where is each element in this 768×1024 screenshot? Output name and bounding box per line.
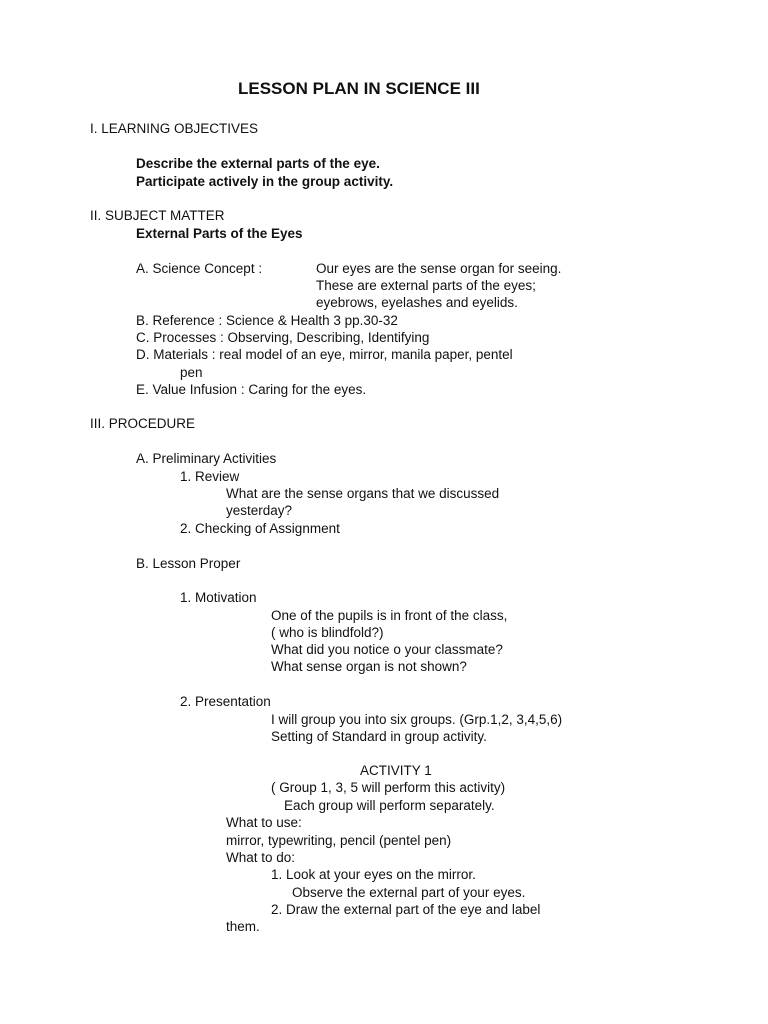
review-question: What are the sense organs that we discussed	[226, 486, 500, 501]
what-to-do-label: What to do:	[226, 850, 296, 865]
materials-line-cont: pen	[180, 365, 203, 380]
review-item: 1. Review	[180, 469, 240, 484]
step-item-cont: Observe the external part of your eyes.	[292, 885, 526, 900]
presentation-line: I will group you into six groups. (Grp.1,2, 3,4,5,6)	[271, 712, 563, 727]
objective-item: Describe the external parts of the eye.	[136, 156, 380, 171]
motivation-line: What sense organ is not shown?	[271, 659, 467, 674]
objective-item: Participate actively in the group activity.	[136, 174, 394, 189]
motivation-line: One of the pupils is in front of the class,	[271, 608, 508, 623]
step-item-cont: them.	[226, 919, 260, 934]
page-title: LESSON PLAN IN SCIENCE III	[238, 79, 480, 98]
lesson-proper: B. Lesson Proper	[136, 556, 241, 571]
checking-assignment-item: 2. Checking of Assignment	[180, 521, 340, 536]
value-infusion-line: E. Value Infusion : Caring for the eyes.	[136, 382, 367, 397]
reference-line: B. Reference : Science & Health 3 pp.30-32	[136, 313, 398, 328]
step-item: 1. Look at your eyes on the mirror.	[271, 867, 476, 882]
activity-groups: ( Group 1, 3, 5 will perform this activity)	[271, 780, 506, 795]
review-question-cont: yesterday?	[226, 503, 293, 518]
processes-line: C. Processes : Observing, Describing, Identifying	[136, 330, 430, 345]
section-heading-subject-matter: II. SUBJECT MATTER	[90, 208, 225, 223]
step-item: 2. Draw the external part of the eye and label	[271, 902, 541, 917]
what-to-use-label: What to use:	[226, 815, 302, 830]
science-concept-line: These are external parts of the eyes;	[316, 278, 536, 293]
activity-title: ACTIVITY 1	[360, 763, 432, 778]
presentation-item: 2. Presentation	[180, 694, 271, 709]
presentation-line: Setting of Standard in group activity.	[271, 729, 487, 744]
materials-list: mirror, typewriting, pencil (pentel pen)	[226, 833, 452, 848]
science-concept-line: Our eyes are the sense organ for seeing.	[316, 261, 562, 276]
motivation-line: What did you notice o your classmate?	[271, 642, 503, 657]
science-concept-label: A. Science Concept :	[136, 261, 263, 276]
activity-note: Each group will perform separately.	[284, 798, 495, 813]
section-heading-procedure: III. PROCEDURE	[90, 416, 196, 431]
science-concept-line: eyebrows, eyelashes and eyelids.	[316, 295, 518, 310]
preliminary-activities: A. Preliminary Activities	[136, 451, 277, 466]
section-heading-objectives: I. LEARNING OBJECTIVES	[90, 121, 259, 136]
motivation-item: 1. Motivation	[180, 590, 257, 605]
materials-line: D. Materials : real model of an eye, mirror, manila paper, pentel	[136, 347, 513, 362]
motivation-line: ( who is blindfold?)	[271, 625, 384, 640]
subject-topic: External Parts of the Eyes	[136, 226, 303, 241]
